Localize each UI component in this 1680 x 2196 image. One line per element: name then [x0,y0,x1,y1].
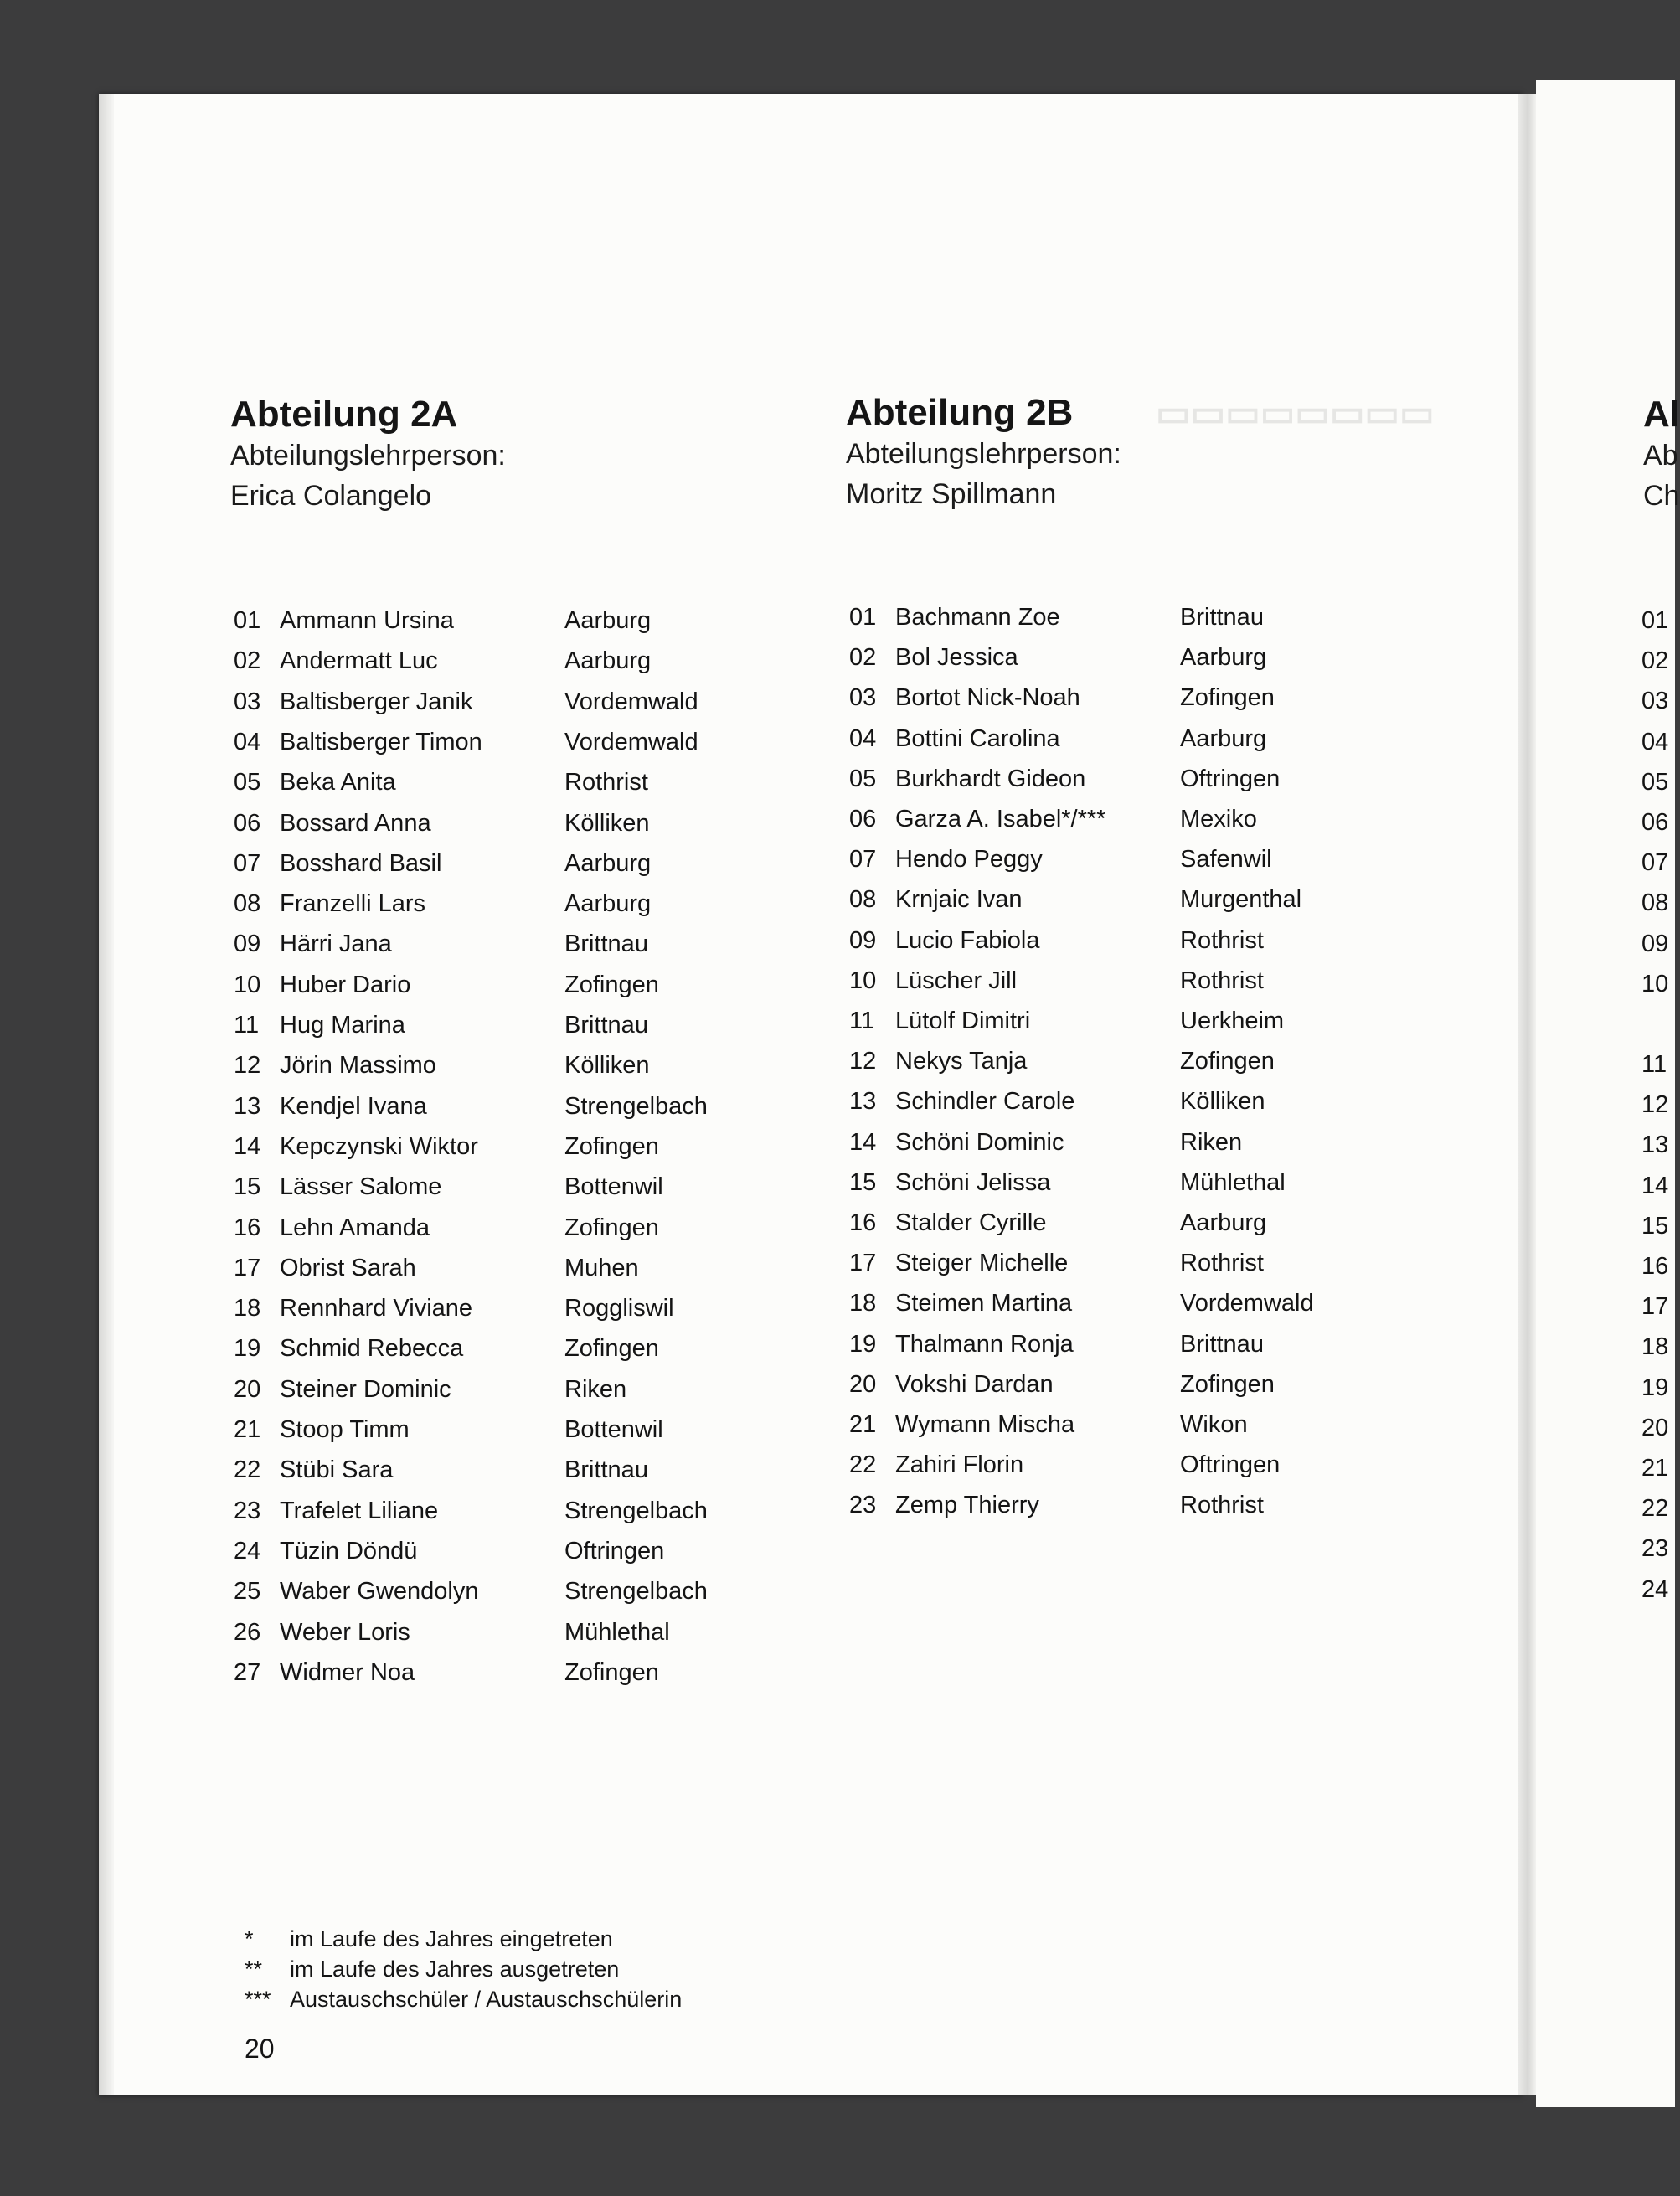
student-name: Schmid Rebecca [280,1335,464,1363]
student-name: Härri Jana [280,930,392,958]
student-name: Thalmann Ronja [895,1330,1074,1358]
student-number: 07 [234,849,261,877]
student-town: Brittnau [564,930,648,958]
student-number: 13 [1641,1132,1669,1159]
student-town: Aarburg [1180,1209,1267,1236]
student-number: 04 [1641,728,1669,755]
student-town: Rothrist [1180,1250,1264,1277]
student-number: 12 [1641,1091,1669,1119]
student-number: 24 [1641,1575,1669,1603]
student-name: Zahiri Florin [895,1451,1024,1479]
student-number: 09 [234,930,261,958]
student-name: Stübi Sara [280,1456,394,1484]
student-number: 04 [234,728,261,755]
student-town: Kölliken [564,809,650,837]
student-name: Hendo Peggy [895,846,1043,874]
student-number: 17 [1641,1293,1669,1321]
student-number: 18 [1641,1333,1669,1361]
dept-2b-title: Abteilung 2B [846,392,1074,433]
student-name: Vokshi Dardan [895,1370,1054,1398]
student-number: 10 [234,971,261,998]
student-number: 15 [849,1168,877,1196]
student-town: Zofingen [1180,1370,1275,1398]
student-town: Riken [564,1375,627,1403]
student-name: Jörin Massimo [280,1052,436,1080]
student-name: Steimen Martina [895,1290,1073,1317]
dept-2a-title: Abteilung 2A [230,394,458,435]
student-town: Oftringen [1180,765,1281,792]
student-town: Oftringen [564,1537,665,1565]
student-number: 27 [234,1658,261,1686]
student-name: Rennhard Viviane [280,1295,473,1322]
student-name: Bosshard Basil [280,849,442,877]
student-number: 04 [849,724,877,752]
student-number: 06 [234,809,261,837]
student-town: Zofingen [564,1658,659,1686]
student-name: Widmer Noa [280,1658,415,1686]
student-name: Kendjel Ivana [280,1092,427,1120]
student-number: 12 [234,1052,261,1080]
student-name: Hug Marina [280,1012,405,1039]
student-number: 17 [234,1254,261,1281]
student-name: Lütolf Dimitri [895,1008,1031,1034]
student-town: Riken [1180,1128,1243,1156]
student-town: Vordemwald [564,728,698,755]
dept-2b-teacher-label: Abteilungslehrperson: [846,438,1121,470]
student-number: 09 [849,926,877,954]
student-name: Bossard Anna [280,809,431,837]
student-number: 13 [234,1092,261,1120]
student-number: 25 [234,1578,261,1606]
dept-right-teacher: Ch [1643,480,1680,512]
student-number: 01 [234,607,261,634]
student-town: Oftringen [1180,1451,1281,1479]
page-edge-shadow [99,94,114,2095]
student-name: Stalder Cyrille [895,1209,1047,1236]
student-name: Stoop Timm [280,1416,410,1443]
dept-2a-teacher: Erica Colangelo [230,480,432,512]
student-number: 06 [1641,809,1669,836]
student-number: 14 [849,1128,877,1156]
student-number: 19 [849,1330,877,1358]
student-number: 15 [1641,1212,1669,1240]
student-name: Steiger Michelle [895,1250,1069,1277]
student-number: 23 [1641,1535,1669,1563]
student-name: Burkhardt Gideon [895,765,1086,792]
student-town: Brittnau [1180,1330,1264,1358]
student-number: 21 [849,1411,877,1438]
student-name: Schindler Carole [895,1088,1075,1116]
student-town: Kölliken [1180,1088,1265,1116]
dept-right-title: Al [1643,394,1680,435]
student-number: 15 [234,1173,261,1201]
student-town: Strengelbach [564,1578,708,1606]
student-town: Vordemwald [564,688,698,715]
dept-2b-teacher: Moritz Spillmann [846,478,1057,510]
student-number: 08 [234,890,261,918]
student-name: Bottini Carolina [895,724,1060,752]
footnote-text: im Laufe des Jahres ausgetreten [290,1956,620,1982]
student-number: 03 [234,688,261,715]
student-name: Lehn Amanda [280,1214,430,1241]
student-number: 23 [849,1492,877,1519]
student-number: 22 [849,1451,877,1479]
book-gutter [1518,94,1536,2095]
student-number: 05 [849,765,877,792]
student-number: 03 [849,684,877,712]
student-name: Zemp Thierry [895,1492,1039,1519]
student-number: 20 [1641,1414,1669,1441]
student-town: Strengelbach [564,1497,708,1524]
student-number: 16 [234,1214,261,1241]
student-name: Franzelli Lars [280,890,426,918]
student-town: Rothrist [564,769,648,796]
student-number: 16 [1641,1253,1669,1280]
footnote-symbol: *** [245,1987,271,2012]
student-town: Bottenwil [564,1173,663,1201]
student-number: 17 [849,1250,877,1277]
student-town: Zofingen [564,1214,659,1241]
student-town: Mühlethal [1180,1168,1286,1196]
student-number: 11 [1641,1051,1667,1078]
student-name: Nekys Tanja [895,1048,1028,1075]
student-number: 22 [1641,1495,1669,1523]
student-name: Steiner Dominic [280,1375,451,1403]
student-town: Aarburg [564,849,652,877]
student-town: Zofingen [564,1335,659,1363]
student-number: 26 [234,1618,261,1646]
student-town: Brittnau [564,1012,648,1039]
student-town: Aarburg [1180,644,1267,672]
student-town: Mexiko [1180,806,1257,833]
student-name: Ammann Ursina [280,607,454,634]
student-name: Schöni Jelissa [895,1168,1051,1196]
student-number: 01 [849,604,877,631]
student-number: 12 [849,1048,877,1075]
student-number: 18 [234,1295,261,1322]
student-number: 23 [234,1497,261,1524]
student-town: Strengelbach [564,1092,708,1120]
student-town: Aarburg [564,647,652,675]
student-name: Schöni Dominic [895,1128,1064,1156]
student-name: Huber Dario [280,971,411,998]
student-name: Bortot Nick-Noah [895,684,1080,712]
student-name: Garza A. Isabel*/*** [895,806,1106,833]
student-number: 02 [1641,647,1669,675]
show-through: ▭▭▭▭▭▭▭▭ [1156,393,1435,434]
student-town: Murgenthal [1180,886,1302,914]
student-number: 19 [234,1335,261,1363]
student-name: Andermatt Luc [280,647,438,675]
student-town: Brittnau [564,1456,648,1484]
student-number: 05 [234,769,261,796]
student-name: Wymann Mischa [895,1411,1075,1438]
footnotes [245,1924,682,2014]
student-name: Lüscher Jill [895,967,1018,994]
student-number: 01 [1641,607,1669,634]
student-town: Aarburg [564,607,652,634]
student-name: Kepczynski Wiktor [280,1132,478,1160]
student-town: Aarburg [564,890,652,918]
student-town: Bottenwil [564,1416,663,1443]
footnote-text: im Laufe des Jahres eingetreten [290,1926,613,1951]
student-number: 19 [1641,1374,1669,1401]
student-number: 07 [849,846,877,874]
student-number: 22 [234,1456,261,1484]
student-name: Trafelet Liliane [280,1497,439,1524]
student-number: 08 [849,886,877,914]
student-name: Krnjaic Ivan [895,886,1023,914]
student-town: Mühlethal [564,1618,670,1646]
student-number: 02 [849,644,877,672]
student-number: 10 [1641,970,1669,997]
dept-right-header [1643,394,1680,516]
dept-2a-teacher-label: Abteilungslehrperson: [230,440,506,472]
student-town: Kölliken [564,1052,650,1080]
student-town: Rothrist [1180,967,1264,994]
student-number: 16 [849,1209,877,1236]
student-number: 24 [234,1537,261,1565]
student-number: 20 [849,1370,877,1398]
student-town: Aarburg [1180,724,1267,752]
student-name: Baltisberger Janik [280,688,473,715]
dept-right-teacher-label: Ab [1643,440,1678,472]
student-number: 21 [1641,1455,1669,1482]
student-town: Muhen [564,1254,639,1281]
student-number: 21 [234,1416,261,1443]
dept-2b-header [846,392,1121,514]
student-town: Roggliswil [564,1295,674,1322]
student-name: Lässer Salome [280,1173,442,1201]
student-town: Brittnau [1180,604,1264,631]
footnote [245,1924,682,1954]
footnote-symbol: * [245,1926,254,1951]
student-town: Zofingen [564,1132,659,1160]
student-name: Weber Loris [280,1618,410,1646]
footnote-text: Austauschschüler / Austauschschülerin [290,1987,683,2012]
student-town: Rothrist [1180,1492,1264,1519]
student-number: 13 [849,1088,877,1116]
student-number: 07 [1641,849,1669,877]
student-town: Zofingen [564,971,659,998]
student-town: Zofingen [1180,1048,1275,1075]
dept-2a-header [230,394,506,516]
student-town: Vordemwald [1180,1290,1314,1317]
footnote [245,1984,682,2014]
student-number: 09 [1641,930,1669,957]
student-town: Zofingen [1180,684,1275,712]
footnote-symbol: ** [245,1956,263,1982]
page-number: 20 [245,2034,275,2064]
student-town: Wikon [1180,1411,1248,1438]
student-number: 06 [849,806,877,833]
student-name: Tüzin Döndü [280,1537,418,1565]
student-name: Beka Anita [280,769,396,796]
student-number: 14 [1641,1172,1669,1199]
student-town: Safenwil [1180,846,1272,874]
student-number: 02 [234,647,261,675]
student-name: Bachmann Zoe [895,604,1060,631]
student-name: Bol Jessica [895,644,1018,672]
student-number: 10 [849,967,877,994]
student-name: Lucio Fabiola [895,926,1040,954]
student-number: 18 [849,1290,877,1317]
student-number: 08 [1641,889,1669,917]
student-name: Obrist Sarah [280,1254,416,1281]
student-number: 11 [849,1008,875,1034]
student-town: Uerkheim [1180,1008,1285,1034]
student-name: Baltisberger Timon [280,728,482,755]
student-town: Rothrist [1180,926,1264,954]
student-number: 03 [1641,688,1669,715]
student-number: 14 [234,1132,261,1160]
student-name: Waber Gwendolyn [280,1578,479,1606]
footnote [245,1954,682,1984]
student-number: 05 [1641,768,1669,796]
student-number: 20 [234,1375,261,1403]
student-number: 11 [234,1012,260,1039]
